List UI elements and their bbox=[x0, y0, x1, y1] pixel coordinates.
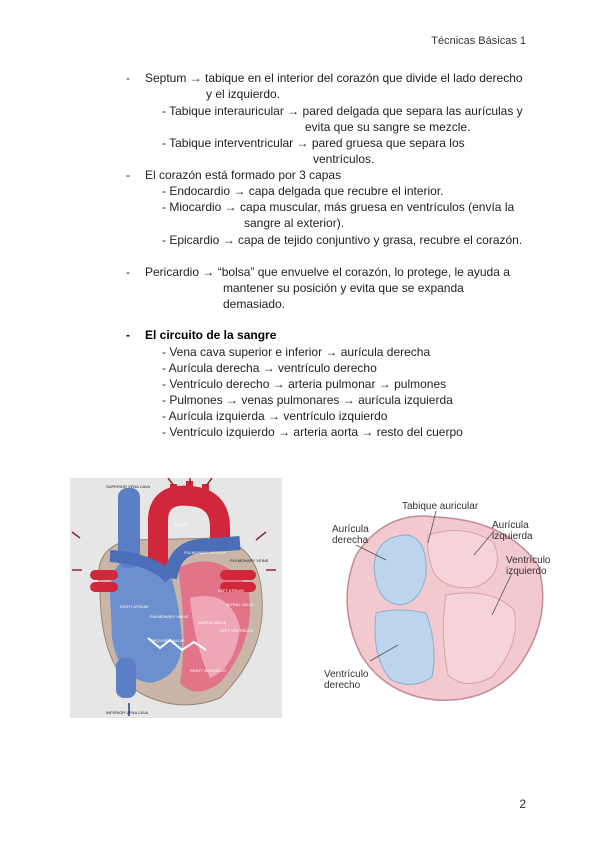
pericardio-line-2: mantener su posición y evita que se expanda bbox=[223, 281, 464, 295]
label-ventriculo-derecho-1: Ventrículo bbox=[324, 669, 369, 680]
label-ivc: INFERIOR VENA CAVA bbox=[106, 710, 149, 715]
circuit-item: - Aurícula izquierda → ventrículo izquierdo bbox=[162, 409, 388, 423]
miocardio-line-2: sangre al exterior). bbox=[244, 216, 345, 230]
label-pulmonary-veins: PULMONARY VEINS bbox=[230, 558, 269, 563]
circuit-item: - Vena cava superior e inferior → aurícula derecha bbox=[162, 345, 431, 359]
interventricular-line-2: ventrículos. bbox=[313, 152, 375, 166]
label-tabique-auricular: Tabique auricular bbox=[402, 501, 479, 512]
interauricular-line-1: - Tabique interauricular → pared delgada que separa las aurículas y bbox=[162, 104, 523, 118]
label-pulmonary-artery: PULMONARY ARTERY bbox=[184, 550, 227, 555]
pericardio-line-1: Pericardio → “bolsa” que envuelve el corazón, lo protege, le ayuda a bbox=[145, 265, 510, 279]
page-number: 2 bbox=[519, 797, 526, 811]
label-pulmonary-valve: PULMONARY VALVE bbox=[150, 614, 189, 619]
circuit-item: - Aurícula derecha → ventrículo derecho bbox=[162, 361, 377, 375]
page-header: Técnicas Básicas 1 bbox=[431, 35, 526, 47]
endocardio-line: - Endocardio → capa delgada que recubre el interior. bbox=[162, 184, 444, 198]
label-auricula-izquierda-2: izquierda bbox=[492, 531, 533, 542]
pericardio-line-3: demasiado. bbox=[223, 297, 286, 311]
bullet-dash: - bbox=[126, 265, 130, 279]
label-tricuspid-valve: TRICUSPID VALVE bbox=[150, 638, 185, 643]
miocardio-line-1: - Miocardio → capa muscular, más gruesa en ventrículos (envía la bbox=[162, 200, 515, 214]
circuit-item: - Pulmones → venas pulmonares → aurícula izquierda bbox=[162, 393, 453, 407]
label-left-atrium: LEFT ATRIUM bbox=[218, 588, 244, 593]
label-mitral-valve: MITRAL VALVE bbox=[226, 602, 254, 607]
label-ventriculo-izquierdo-1: Ventrículo bbox=[506, 555, 551, 566]
label-ventriculo-izquierdo-2: izquierdo bbox=[506, 566, 547, 577]
label-aorta: AORTA bbox=[174, 522, 188, 527]
circuit-item: - Ventrículo derecho → arteria pulmonar → pulmones bbox=[162, 377, 447, 391]
capas-line-1: El corazón está formado por 3 capas bbox=[145, 168, 342, 182]
label-auricula-derecha-2: derecha bbox=[332, 535, 369, 546]
section-heading: El circuito de la sangre bbox=[145, 328, 277, 342]
label-right-ventricle: RIGHT VENTRICLE bbox=[190, 668, 226, 673]
heart-blood-flow-diagram bbox=[70, 478, 282, 718]
septum-line-2: y el izquierdo. bbox=[206, 87, 281, 101]
heart-chambers-diagram bbox=[316, 495, 558, 705]
interventricular-line-1: - Tabique interventricular → pared gruesa que separa los bbox=[162, 136, 465, 150]
label-auricula-izquierda-1: Aurícula bbox=[492, 520, 529, 531]
label-auricula-derecha-1: Aurícula bbox=[332, 524, 369, 535]
circuit-item: - Ventrículo izquierdo → arteria aorta → resto del cuerpo bbox=[162, 425, 463, 439]
septum-line-1: Septum → tabique en el interior del corazón que divide el lado derecho bbox=[145, 71, 523, 85]
bullet-dash: - bbox=[126, 71, 130, 85]
bullet-dash: - bbox=[126, 328, 130, 342]
label-ventriculo-derecho-2: derecho bbox=[324, 680, 361, 691]
label-svc: SUPERIOR VENA CAVA bbox=[106, 484, 151, 489]
label-aortic-valve: AORTIC VALVE bbox=[198, 620, 227, 625]
label-right-atrium: RIGHT ATRIUM bbox=[120, 604, 149, 609]
bullet-dash: - bbox=[126, 168, 130, 182]
epicardio-line: - Epicardio → capa de tejido conjuntivo y grasa, recubre el corazón. bbox=[162, 233, 523, 247]
label-left-ventricle: LEFT VENTRICLE bbox=[220, 628, 254, 633]
interauricular-line-2: evita que su sangre se mezcle. bbox=[305, 120, 471, 134]
